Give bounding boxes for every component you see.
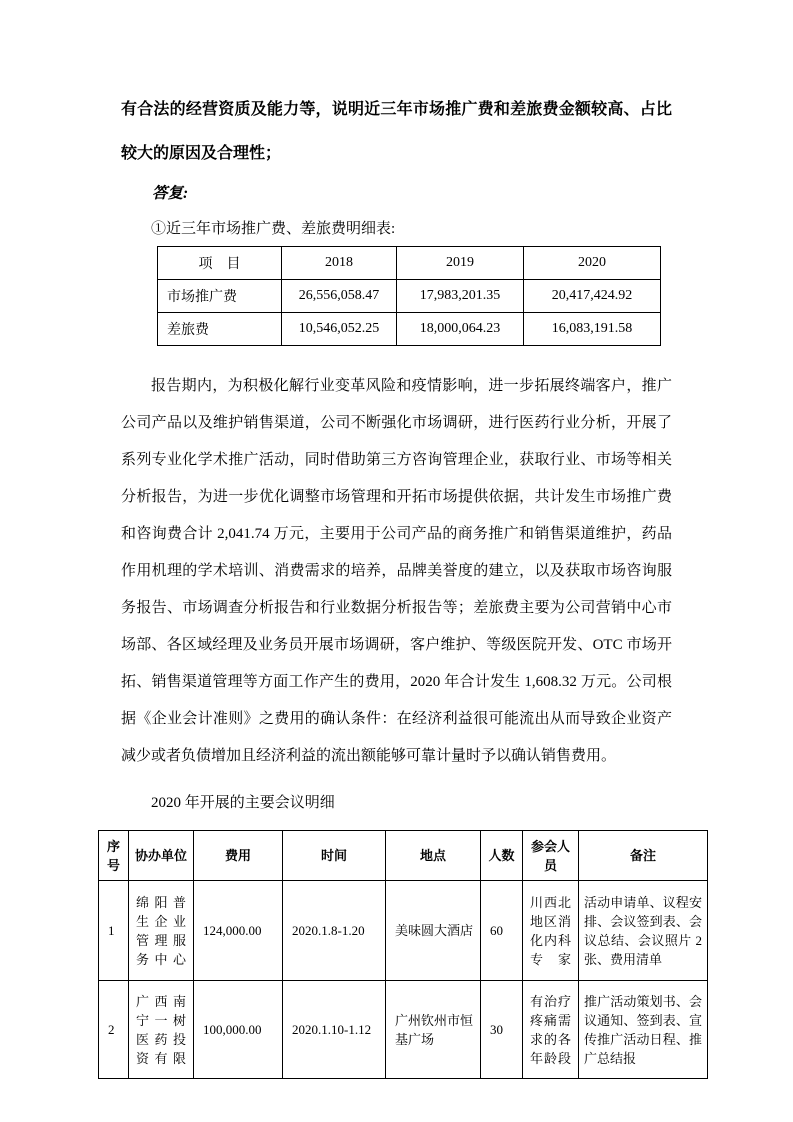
column-header-organizer: 协办单位	[129, 831, 194, 881]
table-row	[158, 280, 661, 313]
value-2019: 18,000,064.23	[397, 313, 524, 346]
meeting-table	[98, 830, 708, 1079]
cell-notes: 推广活动策划书、会议通知、签到表、宣传推广活动日程、推广总结报	[579, 981, 708, 1079]
cell-attendee-count: 30	[481, 981, 523, 1079]
cell-attendees: 有治疗疼痛需求的各年龄段	[523, 981, 579, 1079]
cell-time: 2020.1.10-1.12	[283, 981, 386, 1079]
question-heading: 有合法的经营资质及能力等，说明近三年市场推广费和差旅费金额较高、占比较大的原因及合理性；	[121, 101, 672, 162]
cell-fee: 100,000.00	[194, 981, 283, 1079]
value-2020: 20,417,424.92	[524, 280, 661, 313]
column-header-attendees: 参会人员	[523, 831, 579, 881]
cell-place: 广州钦州市恒基广场	[386, 981, 481, 1079]
row-label: 差旅费	[158, 313, 282, 346]
expense-table-title: ①近三年市场推广费、差旅费明细表:	[151, 221, 396, 237]
table-row	[99, 881, 708, 981]
body-paragraph: 报告期内，为积极化解行业变革风险和疫情影响，进一步拓展终端客户，推广公司产品以及维护销售渠道，公司不断强化市场调研，进行医药行业分析，开展了系列专业化学术推广活动，同时借助第三方咨询管理企业，获取行业、市场等相关分析报告，为进一步优化调整市场管理和开拓市场提供依据，共计发生市场推广费和咨询费合计 2,041.74 万元，主要用于公司产品的商务推广和销售渠道维护，药品作用机理的学术培训、消费需求的培养，品牌美誉度的建立，以及获取市场咨询服务报告、市场调查分析报告和行业数据分析报告等；差旅费主要为公司营销中心市场部、各区域经理及业务员开展市场调研，客户维护、等级医院开发、OTC 市场开拓、销售渠道管理等方面工作产生的费用，2020 年合计发生 1,608.32 万元。公司根据《企业会计准则》之费用的确认条件：在经济利益很可能流出从而导致企业资产减少或者负债增加且经济利益的流出额能够可靠计量时予以确认销售费用。	[121, 378, 672, 764]
table-row	[99, 981, 708, 1079]
column-header-no: 序号	[99, 831, 129, 881]
column-header-item: 项 目	[158, 247, 282, 280]
meeting-table-header-row	[99, 831, 708, 881]
table-row	[158, 313, 661, 346]
column-header-fee: 费用	[194, 831, 283, 881]
expense-table	[157, 246, 661, 346]
value-2020: 16,083,191.58	[524, 313, 661, 346]
column-header-2020: 2020	[524, 247, 661, 280]
column-header-count: 人数	[481, 831, 523, 881]
cell-notes: 活动申请单、议程安排、会议签到表、会议总结、会议照片 2 张、费用清单	[579, 881, 708, 981]
cell-organizer: 广西南宁一树医药投资有限	[129, 981, 194, 1079]
reply-label: 答复:	[152, 185, 189, 202]
cell-attendees: 川西北地区消化内科专家	[523, 881, 579, 981]
column-header-2019: 2019	[397, 247, 524, 280]
cell-place: 美味圆大酒店	[386, 881, 481, 981]
cell-row-number: 1	[99, 881, 129, 981]
cell-organizer: 绵阳普生企业管理服务中心	[129, 881, 194, 981]
value-2018: 10,546,052.25	[282, 313, 397, 346]
column-header-place: 地点	[386, 831, 481, 881]
value-2019: 17,983,201.35	[397, 280, 524, 313]
cell-fee: 124,000.00	[194, 881, 283, 981]
cell-time: 2020.1.8-1.20	[283, 881, 386, 981]
column-header-2018: 2018	[282, 247, 397, 280]
column-header-time: 时间	[283, 831, 386, 881]
expense-table-header-row	[158, 247, 661, 280]
cell-attendee-count: 60	[481, 881, 523, 981]
value-2018: 26,556,058.47	[282, 280, 397, 313]
cell-row-number: 2	[99, 981, 129, 1079]
column-header-notes: 备注	[579, 831, 708, 881]
row-label: 市场推广费	[158, 280, 282, 313]
meetings-title: 2020 年开展的主要会议明细	[151, 795, 335, 811]
